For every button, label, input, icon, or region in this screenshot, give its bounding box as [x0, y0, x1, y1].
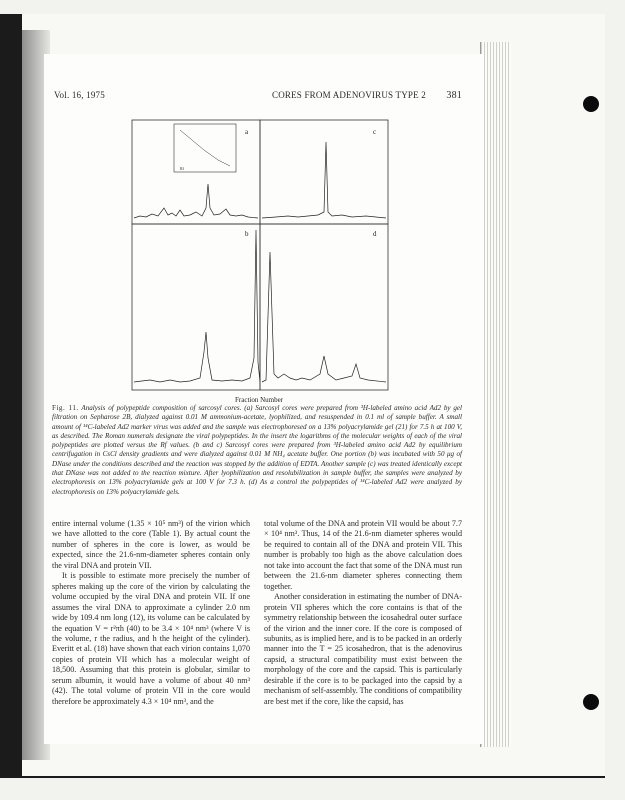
figure-caption	[52, 404, 462, 497]
journal-page	[44, 54, 484, 744]
panel-c-trace	[262, 142, 386, 218]
panel-d-label: d	[373, 230, 377, 238]
panel-d-frame	[260, 224, 388, 390]
scan-border-right	[605, 0, 625, 800]
page-stack-edge	[480, 42, 511, 747]
panel-a-label: a	[245, 128, 249, 136]
volume-label: Vol. 16, 1975	[54, 90, 105, 100]
panel-b-label: b	[245, 230, 249, 238]
punch-hole-top	[583, 96, 599, 112]
caption-label: Fig. 11.	[52, 404, 79, 412]
figure-plot	[80, 112, 440, 404]
scan-border-top	[0, 0, 625, 14]
x-axis-label: Fraction Number	[235, 396, 284, 404]
panel-d-trace	[262, 252, 386, 382]
panel-a-inset	[174, 124, 236, 172]
caption-text: Analysis of polypeptide composition of sarcosyl cores. (a) Sarcosyl cores were prepared from ³H-labeled amino acid Ad2 by gel filtration on Sepharose 2B, dialyzed against 0.01 M ammonium-acetate, lyophilized, and resuspended in 0.1 ml of sample buffer. A small amount of ¹⁴C-labeled Ad2 marker virus was added and the sample was electrophoresed on a 13% polyacrylamide gel (21) for 7.5 h at 100 V, as described. The Roman numerals designate the viral polypeptides. In the insert the logarithms of the molecular weights of each of the viral polypeptides are plotted versus the Rf values. (b and c) Sarcosyl cores were prepared from ³H-labeled amino acid Ad2 by equilibrium centrifugation in CsCl density gradients and were dialyzed against 0.01 M NH₄ acetate buffer. One portion (b) was incubated with 50 μg of DNase under the conditions described and the reaction was stopped by the addition of EDTA. Another sample (c) was treated identically except that DNase was not added to the reaction mixture. After lyophilization and resolubilization in sample buffer, the samples were analyzed by electrophoresis on 13% polyacrylamide gels at 100 V for 7.3 h. (d) As a control the polypeptides of ¹⁴C-labeled Ad2 were analyzed by electrophoresis on 13% polyacrylamide gels.	[52, 404, 462, 496]
paragraph: Another consideration in estimating the number of DNA-protein VII spheres which the core contains is that of the symmetry relationship between the icosahedral outer surface of the virion and the inner core. If the core is composed of subunits, as is implied here, and is to be packed in an orderly manner into the T = 25 icosahedron, that is the adenovirus capsid, a structural compatibility must exist between the morphology of the core and the capsid. This is particularly desirable if the core is to be packaged into the capsid by a mechanism of self-assembly. The conditions of compatibility are best met if the core, like the capsid, has	[264, 592, 462, 706]
body-left-column	[52, 519, 250, 707]
panel-a-trace	[134, 184, 258, 218]
body-right-column	[264, 519, 462, 707]
running-header	[54, 90, 462, 104]
running-title: CORES FROM ADENOVIRUS TYPE 2	[272, 90, 426, 100]
punch-hole-bottom	[583, 694, 599, 710]
figure-11	[80, 112, 440, 404]
paragraph: It is possible to estimate more precisely the number of spheres making up the core of the virion by calculating the volume occupied by the viral DNA and protein VII. If one assumes the viral DNA to approximate a cylinder 2.0 nm wide by 109.4 nm long (12), its volume can be calculated by the equation V = r²πh (40) to be 3.4 × 10⁴ nm³ (where V is the volume, r the radius, and h the height of the cylinder). Everitt et al. (18) have shown that each virion contains 1,070 copies of protein VII which has a molecular weight of 18,500. Assuming that this protein is globular, similar to serum albumin, it would have a volume of about 40 nm³ (42). The total volume of protein VII in the core would therefore be approximately 4.3 × 10⁴ nm³, and the	[52, 571, 250, 706]
panel-c-label: c	[373, 128, 377, 136]
inset-x-label: Rf	[180, 166, 184, 171]
paragraph: entire internal volume (1.35 × 10⁵ nm³) of the virion which we have allotted to the core (Table 1). By actual count the number of spheres in the core is lower, as would be expected, since the 21.6-nm-diameter spheres contain only the viral DNA and protein VII.	[52, 519, 250, 570]
panel-b-trace	[134, 230, 260, 382]
scan-border-bottom	[0, 778, 625, 800]
page-number: 381	[446, 90, 462, 101]
panel-b-frame	[132, 224, 260, 390]
paragraph: total volume of the DNA and protein VII would be about 7.7 × 10⁴ nm³. Thus, 14 of the 21.6-nm diameter spheres would be required to contain all of the DNA and protein VII. This number is probably too high as the above calculation does not take into account the fact that some of the DNA must run between the 21.6-nm diameter spheres connecting them together.	[264, 519, 462, 591]
